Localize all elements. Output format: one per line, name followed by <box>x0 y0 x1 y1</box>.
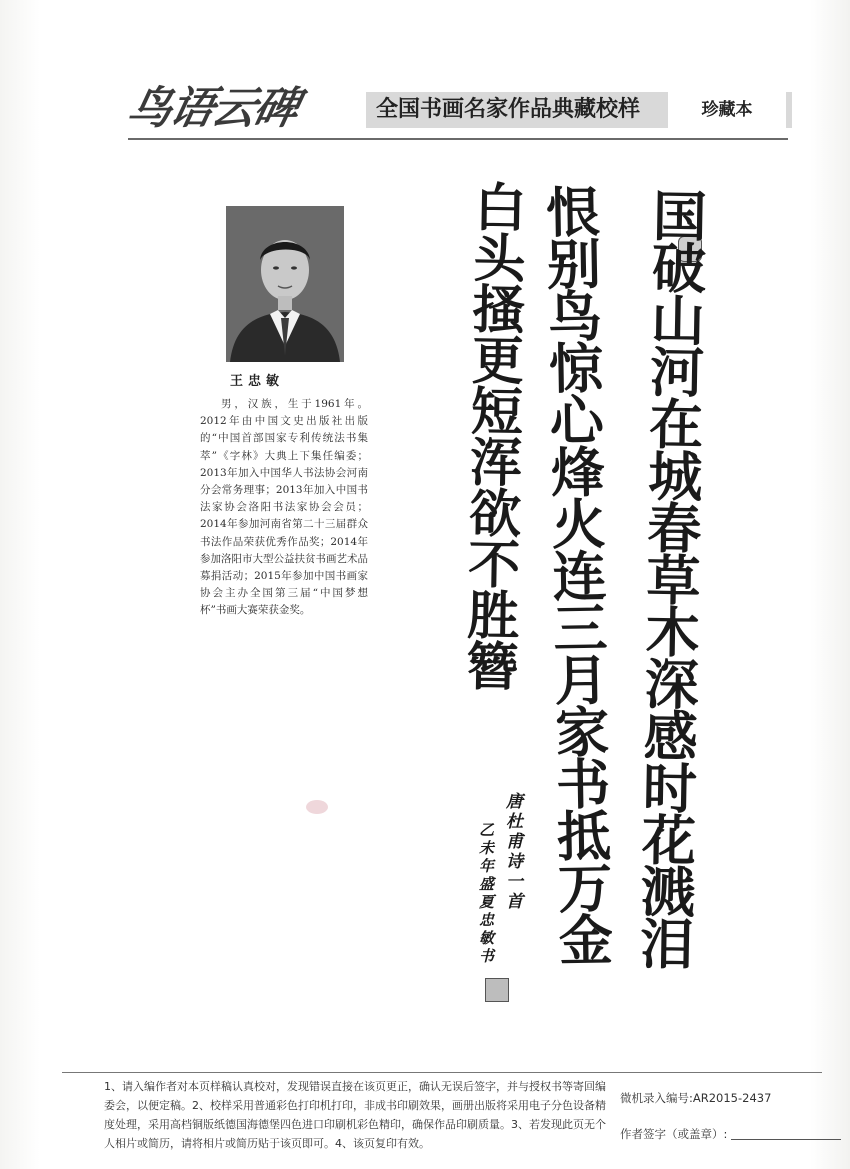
author-name: 王忠敏 <box>230 374 285 389</box>
calligraphy-artwork <box>440 170 740 1050</box>
calligraphy-signature: 乙未年盛夏忠敏书 <box>477 822 495 966</box>
series-title-text: 全国书画名家作品典藏校样 <box>376 97 641 122</box>
portrait-illustration <box>226 206 344 362</box>
header-divider <box>128 138 788 140</box>
author-bio: 男，汉族，生于1961年。2012年由中国文史出版社出版的“中国首部国家专利传统法书集萃”《字林》大典上下集任编委；2013年加入中国华人书法协会河南分会常务理事；2013年加入中国书法家协会洛阳书法家协会会员；2014年参加河南省第二十三届群众书法作品荣获优秀作品奖；2014年参加洛阳市大型公益扶贫书画艺术品募捐活动；2015年参加中国书画家协会主办全国第三届“中国梦想杯”书画大赛荣获金奖。 <box>200 398 368 617</box>
signature-label: 作者签字（或盖章）: <box>620 1127 728 1141</box>
calligraphy-inscription: 唐杜甫诗一首 <box>502 792 522 912</box>
footer-divider <box>62 1072 822 1073</box>
entry-code <box>620 1090 771 1106</box>
entry-code-value: AR2015-2437 <box>692 1091 772 1105</box>
calligraphy-column-2: 恨别鸟惊心烽火连三月家书抵万金 <box>537 183 615 965</box>
brand-logo-text: 鸟语云碑 <box>122 83 302 134</box>
calligraphy-column-3: 白头搔更短浑欲不胜簪 <box>456 179 527 691</box>
edition-label <box>668 92 786 128</box>
signature-field[interactable] <box>731 1139 841 1140</box>
entry-code-label: 微机录入编号: <box>620 1091 693 1105</box>
signature-seal <box>485 978 509 1002</box>
calligraphy-column-1: 国破山河在城春草木深感时花溅泪 <box>631 187 709 969</box>
footer-notes: 1、请入编作者对本页样稿认真校对，发现错误直接在该页更正，确认无误后签字，并与授权书等寄回编委会，以便定稿。2、校样采用普通彩色打印机打印，非成书印刷效果，画册出版将采用电子分色设备精度处理，采用高档铜版纸德国海德堡四色进口印刷机彩色精印，确保作品印刷质量。3、若发现此页无个人相片或简历，请将相片或简历贴于该页即可。4、该页复印有效。 <box>104 1080 606 1150</box>
brand-logo <box>122 82 361 136</box>
author-signature-line <box>620 1126 841 1142</box>
header <box>122 82 788 140</box>
print-mark <box>306 800 328 814</box>
author-portrait <box>226 206 344 362</box>
edition-label-text: 珍藏本 <box>701 100 753 120</box>
